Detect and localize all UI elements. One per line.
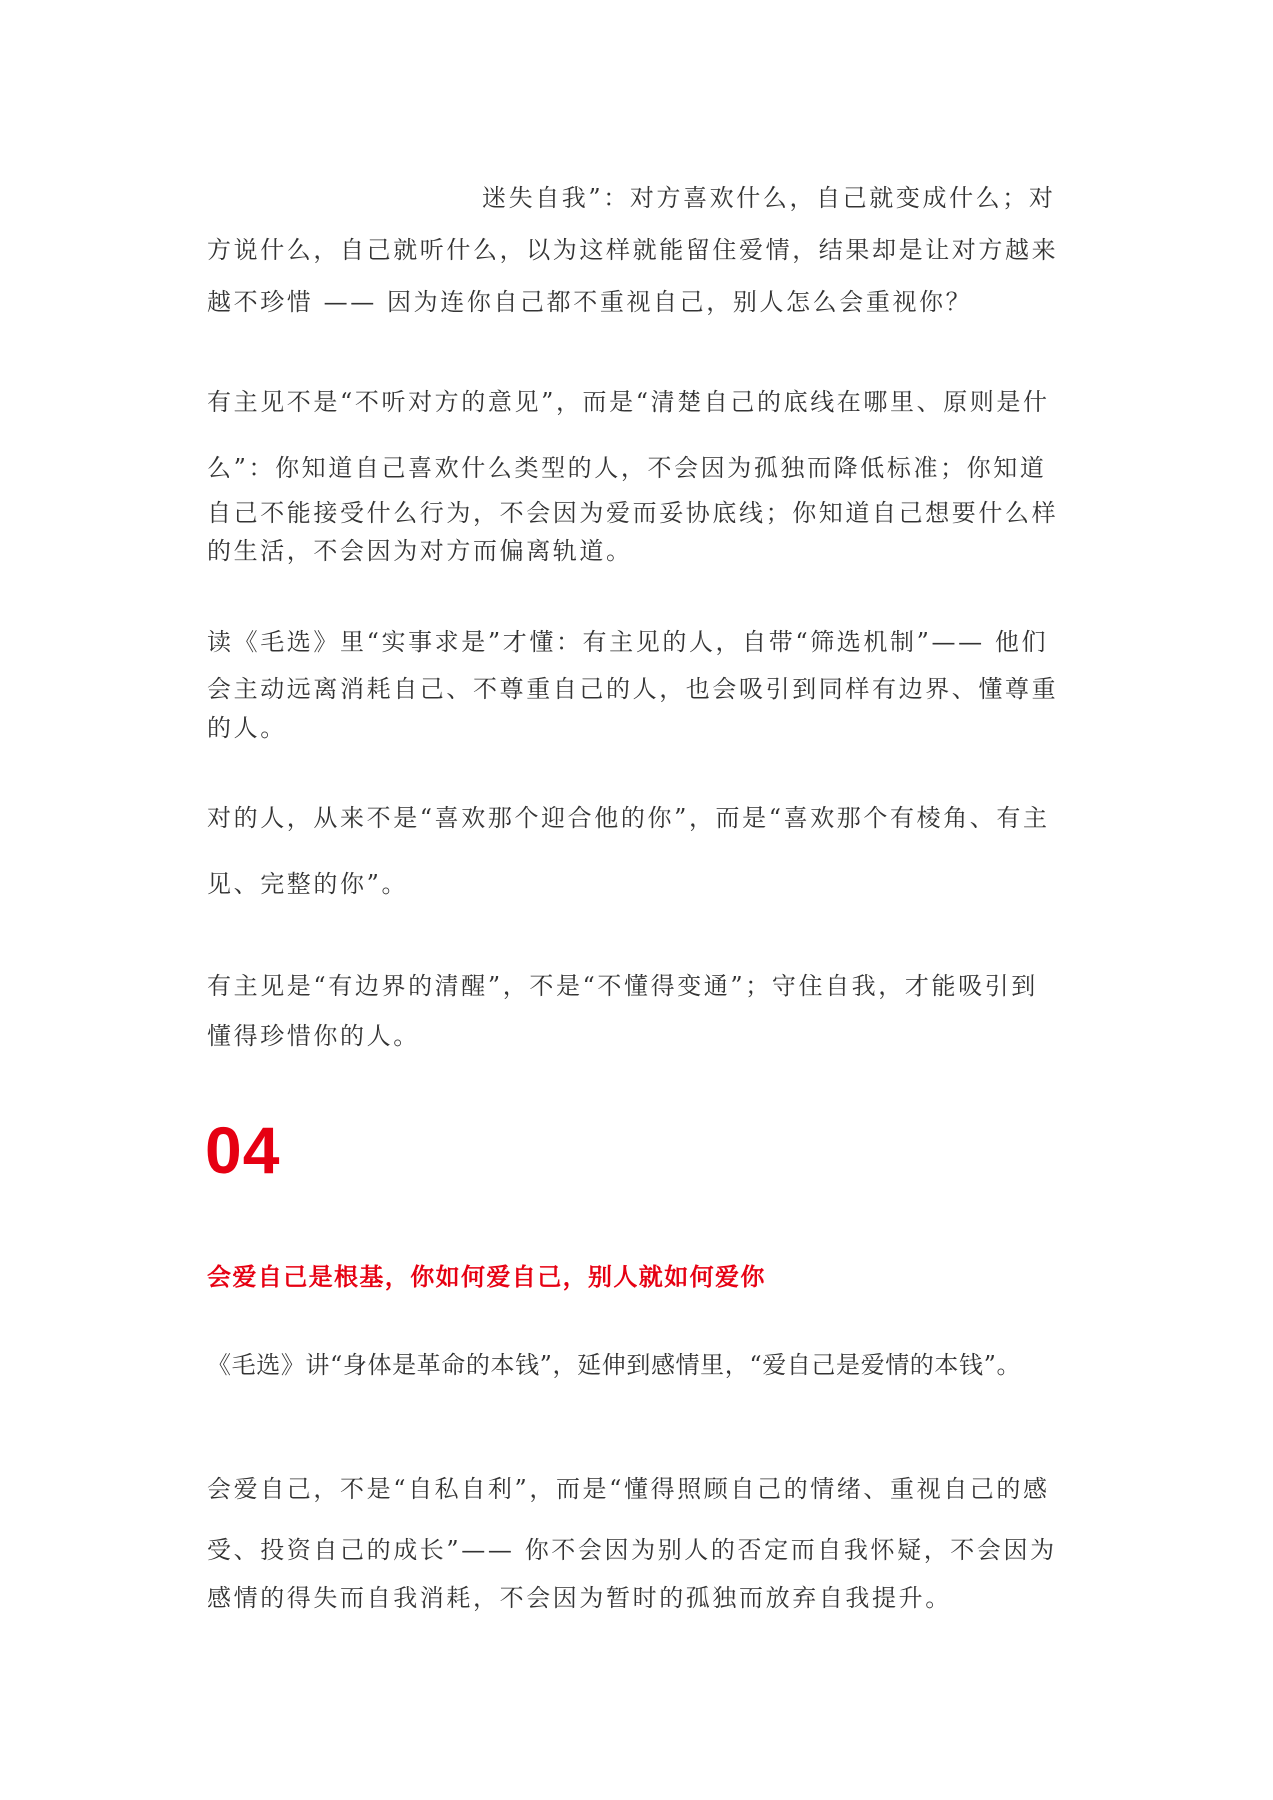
text-line: 感情的得失而自我消耗，不会因为暂时的孤独而放弃自我提升。 [207,1584,952,1612]
paragraph-having-opinion [207,377,1068,569]
text-line: 《毛选》讲“身体是革命的本钱”，延伸到感情里，“爱自己是爱情的本钱”。 [207,1351,1022,1379]
text-line: 么”：你知道自己喜欢什么类型的人，不会因为孤独而降低标准；你知道 [207,454,1047,482]
paragraph-seeking-truth [207,616,1068,746]
section-heading: 会爱自己是根基，你如何爱自己，别人就如何爱你 [207,1263,766,1291]
text-line: 越不珍惜 —— 因为连你自己都不重视自己，别人怎么会重视你？ [207,288,973,316]
section-number: 04 [205,1113,281,1187]
text-line: 的生活，不会因为对方而偏离轨道。 [207,537,633,565]
paragraph-self-love [207,1454,1068,1620]
paragraph-body-as-capital [207,1343,1068,1387]
paragraph-right-person [207,785,1068,917]
text-line: 受、投资自己的成长”—— 你不会因为别人的否定而自我怀疑，不会因为 [207,1536,1057,1564]
text-line: 见、完整的你”。 [207,870,409,898]
text-line: 有主见不是“不听对方的意见”，而是“清楚自己的底线在哪里、原则是什 [207,388,1050,416]
paragraph-losing-self [207,172,1068,328]
text-line: 会爱自己，不是“自私自利”，而是“懂得照顾自己的情绪、重视自己的感 [207,1475,1050,1503]
text-line: 方说什么，自己就听什么，以为这样就能留住爱情，结果却是让对方越来 [207,236,1059,264]
text-line: 有主见是“有边界的清醒”，不是“不懂得变通”；守住自我，才能吸引到 [207,972,1038,1000]
text-line: 会主动远离消耗自己、不尊重自己的人，也会吸引到同样有边界、懂尊重 [207,675,1059,703]
text-line: 读《毛选》里“实事求是”才懂：有主见的人，自带“筛选机制”—— 他们 [207,628,1049,656]
text-line: 的人。 [207,714,287,742]
text-line: 迷失自我”：对方喜欢什么，自己就变成什么；对 [482,184,1056,212]
text-line: 懂得珍惜你的人。 [207,1022,420,1050]
paragraph-clear-boundaries [207,961,1068,1061]
text-line: 自己不能接受什么行为，不会因为爱而妥协底线；你知道自己想要什么样 [207,499,1059,527]
text-line: 对的人，从来不是“喜欢那个迎合他的你”，而是“喜欢那个有棱角、有主 [207,804,1050,832]
